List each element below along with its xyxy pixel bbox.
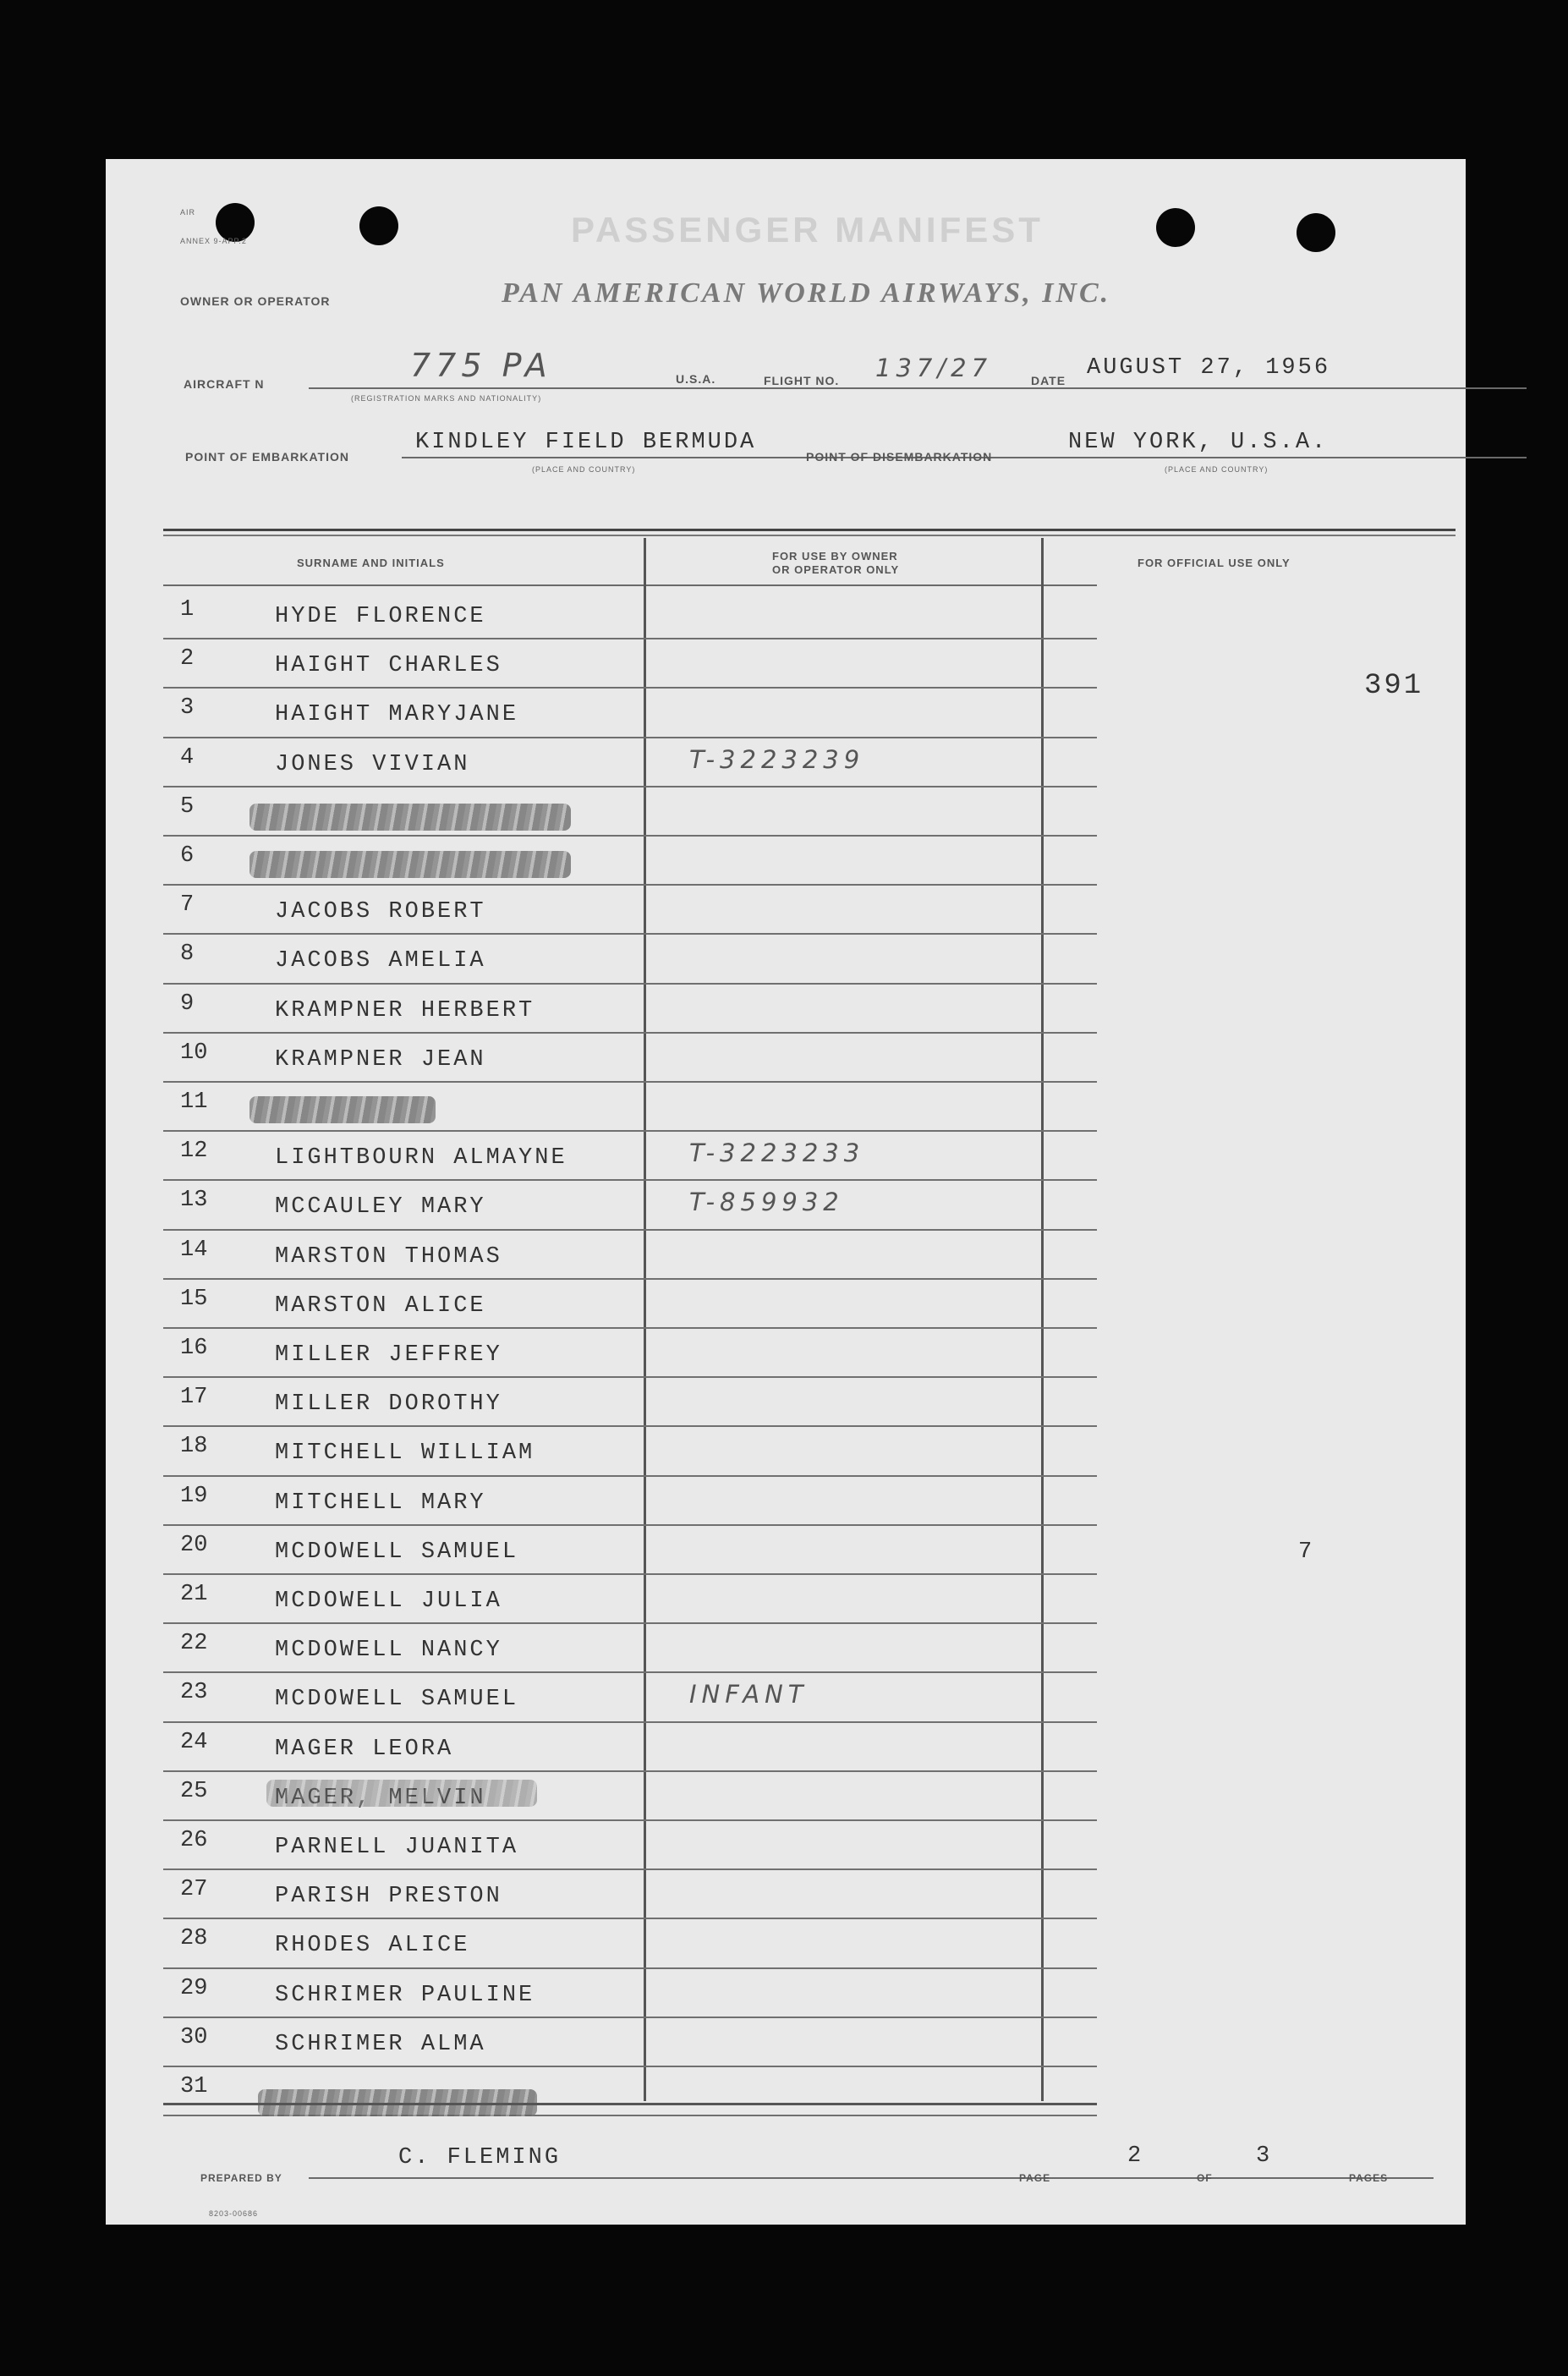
row-number: 21 bbox=[180, 1582, 208, 1607]
passenger-name: LIGHTBOURN ALMAYNE bbox=[275, 1145, 567, 1172]
of-value: 3 bbox=[1256, 2143, 1273, 2169]
row-number: 2 bbox=[180, 646, 195, 672]
row-rule bbox=[163, 786, 1097, 787]
passenger-name: MCDOWELL NANCY bbox=[275, 1638, 502, 1664]
form-code: 8203-00686 bbox=[209, 2209, 259, 2218]
row-number: 28 bbox=[180, 1926, 208, 1952]
passenger-name: SCHRIMER PAULINE bbox=[275, 1982, 535, 2008]
passenger-name: MARSTON THOMAS bbox=[275, 1243, 502, 1270]
passenger-name: JACOBS AMELIA bbox=[275, 948, 486, 974]
col2-header-line1: FOR USE BY OWNER bbox=[772, 550, 898, 562]
row-number: 1 bbox=[180, 597, 195, 623]
col3-header: FOR OFFICIAL USE ONLY bbox=[1138, 557, 1291, 569]
row-number: 24 bbox=[180, 1729, 208, 1755]
row-rule bbox=[163, 1868, 1097, 1870]
punch-hole-2 bbox=[359, 206, 398, 245]
disembark-sublabel: (PLACE AND COUNTRY) bbox=[1165, 465, 1269, 474]
passenger-name: JACOBS ROBERT bbox=[275, 899, 486, 925]
passenger-name: KRAMPNER JEAN bbox=[275, 1046, 486, 1073]
row-rule bbox=[163, 1671, 1097, 1673]
passenger-name: MARSTON ALICE bbox=[275, 1292, 486, 1319]
row-rule bbox=[163, 983, 1097, 985]
row-number: 10 bbox=[180, 1040, 208, 1066]
punch-hole-3 bbox=[1156, 208, 1195, 247]
row-number: 30 bbox=[180, 2024, 208, 2050]
row-number: 13 bbox=[180, 1188, 208, 1214]
col2-header-line2: OR OPERATOR ONLY bbox=[772, 563, 900, 576]
disembark-value: NEW YORK, U.S.A. bbox=[1068, 430, 1329, 455]
passenger-name: MILLER DOROTHY bbox=[275, 1391, 502, 1418]
operator-note: T-859932 bbox=[689, 1188, 844, 1217]
row-rule bbox=[163, 1573, 1097, 1575]
row-rule bbox=[163, 638, 1097, 639]
passenger-name: MCCAULEY MARY bbox=[275, 1194, 486, 1221]
redacted-entry-25 bbox=[266, 1780, 537, 1807]
row-number: 27 bbox=[180, 1877, 208, 1903]
col1-header: SURNAME AND INITIALS bbox=[297, 557, 445, 569]
row-rule bbox=[163, 2017, 1097, 2018]
row-number: 7 bbox=[180, 892, 195, 919]
row-rule bbox=[163, 1278, 1097, 1280]
official-mark: 391 bbox=[1364, 670, 1424, 702]
operator-note: T-3223239 bbox=[689, 744, 865, 774]
row-rule bbox=[163, 835, 1097, 837]
row-number: 26 bbox=[180, 1828, 208, 1853]
row-rule bbox=[163, 1475, 1097, 1477]
row-number: 6 bbox=[180, 843, 195, 869]
of-label: OF bbox=[1197, 2172, 1213, 2184]
passenger-name: MAGER LEORA bbox=[275, 1736, 454, 1762]
passenger-name: MCDOWELL SAMUEL bbox=[275, 1539, 519, 1565]
flight-label: FLIGHT NO. bbox=[764, 374, 840, 387]
row-rule bbox=[163, 1229, 1097, 1231]
manifest-page bbox=[106, 159, 1466, 2225]
usa-label: U.S.A. bbox=[676, 372, 716, 386]
row-number: 15 bbox=[180, 1286, 208, 1312]
corner-text-1: AIR bbox=[180, 208, 196, 217]
passenger-name: HAIGHT CHARLES bbox=[275, 653, 502, 679]
row-rule bbox=[163, 1524, 1097, 1526]
embark-value: KINDLEY FIELD BERMUDA bbox=[415, 430, 757, 455]
row-number: 19 bbox=[180, 1483, 208, 1509]
row-rule bbox=[163, 1967, 1097, 1969]
row-number: 16 bbox=[180, 1336, 208, 1361]
row-number: 23 bbox=[180, 1680, 208, 1706]
row-rule bbox=[163, 687, 1097, 689]
row-number: 20 bbox=[180, 1532, 208, 1558]
row-rule bbox=[163, 1425, 1097, 1427]
aircraft-label: AIRCRAFT N bbox=[184, 377, 265, 391]
row-number: 5 bbox=[180, 793, 195, 820]
row-number: 31 bbox=[180, 2074, 208, 2099]
redacted-entry-6 bbox=[249, 851, 571, 878]
row-rule bbox=[163, 1179, 1097, 1181]
owner-label: OWNER OR OPERATOR bbox=[180, 294, 331, 308]
row-number: 18 bbox=[180, 1434, 208, 1460]
owner-value: PAN AMERICAN WORLD AIRWAYS, INC. bbox=[502, 277, 1111, 309]
punch-hole-4 bbox=[1297, 213, 1335, 252]
flight-value: 137/27 bbox=[875, 354, 993, 382]
row-rule bbox=[163, 1081, 1097, 1083]
passenger-name: JONES VIVIAN bbox=[275, 751, 470, 777]
operator-note: INFANT bbox=[689, 1680, 809, 1709]
date-label: DATE bbox=[1031, 374, 1066, 387]
row-number: 22 bbox=[180, 1631, 208, 1657]
disembark-label: POINT OF DISEMBARKATION bbox=[806, 450, 993, 464]
row-rule bbox=[163, 1819, 1097, 1821]
row-number: 8 bbox=[180, 941, 195, 968]
redacted-entry-11 bbox=[249, 1096, 436, 1123]
passenger-name: HYDE FLORENCE bbox=[275, 604, 486, 629]
passenger-name: HAIGHT MARYJANE bbox=[275, 702, 519, 728]
row-number: 11 bbox=[180, 1089, 208, 1115]
redacted-entry-5 bbox=[249, 804, 571, 831]
passenger-name: KRAMPNER HERBERT bbox=[275, 997, 535, 1023]
official-mark-row20: 7 bbox=[1298, 1539, 1315, 1565]
row-number: 12 bbox=[180, 1139, 208, 1165]
row-rule bbox=[163, 1032, 1097, 1034]
embark-sublabel: (PLACE AND COUNTRY) bbox=[532, 465, 636, 474]
row-rule bbox=[163, 1918, 1097, 1919]
prepared-label: PREPARED BY bbox=[200, 2172, 282, 2184]
row-number: 29 bbox=[180, 1975, 208, 2001]
passenger-name: MITCHELL WILLIAM bbox=[275, 1440, 535, 1467]
row-rule bbox=[163, 1130, 1097, 1132]
passenger-name: PARISH PRESTON bbox=[275, 1884, 502, 1910]
passenger-name: RHODES ALICE bbox=[275, 1933, 470, 1959]
row-rule bbox=[163, 933, 1097, 935]
row-number: 17 bbox=[180, 1385, 208, 1411]
passenger-name: MCDOWELL JULIA bbox=[275, 1589, 502, 1614]
row-number: 3 bbox=[180, 695, 195, 722]
aircraft-value: 775 PA bbox=[410, 347, 552, 384]
row-rule bbox=[163, 2066, 1097, 2067]
row-rule bbox=[163, 737, 1097, 738]
date-value: AUGUST 27, 1956 bbox=[1087, 355, 1331, 381]
page-label: PAGE bbox=[1019, 2172, 1051, 2184]
operator-note: T-3223233 bbox=[689, 1139, 865, 1168]
row-rule bbox=[163, 884, 1097, 886]
row-number: 25 bbox=[180, 1778, 208, 1804]
passenger-name: MILLER JEFFREY bbox=[275, 1342, 502, 1368]
row-rule bbox=[163, 1770, 1097, 1772]
row-number: 9 bbox=[180, 990, 195, 1017]
form-title: PASSENGER MANIFEST bbox=[571, 210, 1044, 250]
passenger-name: SCHRIMER ALMA bbox=[275, 2031, 486, 2057]
passenger-name: MITCHELL MARY bbox=[275, 1490, 486, 1516]
passenger-name: MAGER, MELVIN bbox=[275, 1785, 486, 1811]
prepared-value: C. FLEMING bbox=[398, 2145, 562, 2170]
row-rule bbox=[163, 1376, 1097, 1378]
pages-label: PAGES bbox=[1349, 2172, 1389, 2184]
row-rule bbox=[163, 1327, 1097, 1329]
row-number: 4 bbox=[180, 744, 195, 771]
page-value: 2 bbox=[1127, 2143, 1144, 2169]
row-rule bbox=[163, 1721, 1097, 1723]
passenger-name: PARNELL JUANITA bbox=[275, 1835, 519, 1860]
embark-label: POINT OF EMBARKATION bbox=[185, 450, 349, 464]
aircraft-sublabel: (REGISTRATION MARKS AND NATIONALITY) bbox=[351, 394, 542, 403]
row-number: 14 bbox=[180, 1237, 208, 1263]
passenger-name: MCDOWELL SAMUEL bbox=[275, 1687, 519, 1713]
row-rule bbox=[163, 1622, 1097, 1624]
corner-text-2: ANNEX 9-APP.2 bbox=[180, 237, 247, 245]
